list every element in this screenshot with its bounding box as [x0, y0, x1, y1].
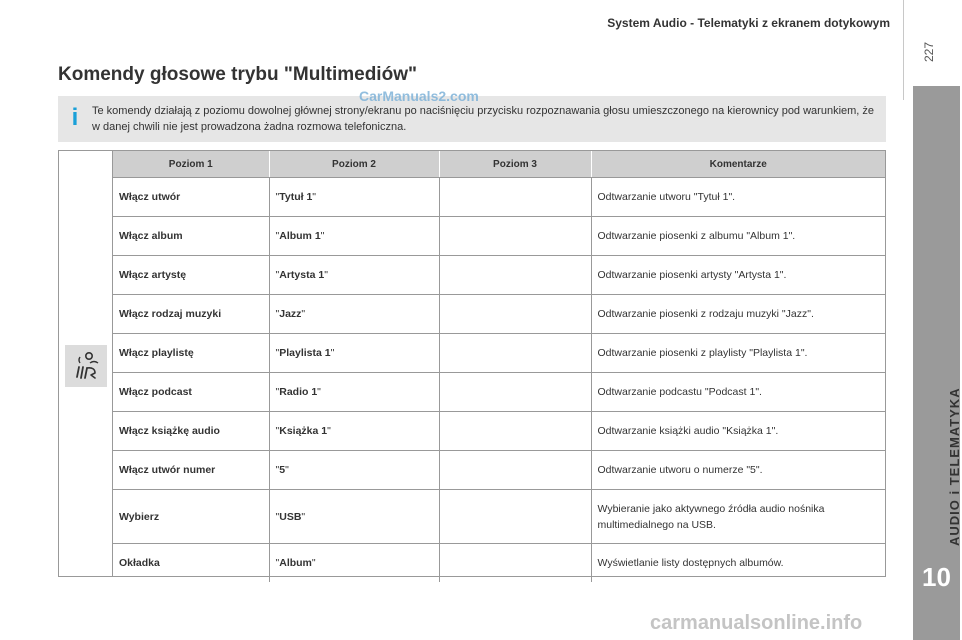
level2-cell: "5": [269, 451, 439, 490]
chapter-label: AUDIO i TELEMATYKA: [947, 387, 962, 546]
level1-cell: Włącz książkę audio: [113, 412, 269, 451]
comment-cell: Odtwarzanie piosenki z rodzaju muzyki "Jazz".: [591, 295, 885, 334]
level2-cell: "Artysta 1": [269, 256, 439, 295]
table-row: [113, 256, 885, 295]
column-header: Poziom 3: [439, 151, 591, 178]
watermark-top: CarManuals2.com: [359, 88, 479, 104]
level1-cell: Okładka: [113, 544, 269, 583]
watermark-bottom: carmanualsonline.info: [650, 612, 863, 634]
page-number: 227: [922, 41, 936, 62]
table-row: [113, 295, 885, 334]
level3-cell: [439, 490, 591, 544]
table-row: [113, 217, 885, 256]
level2-cell: "Radio 1": [269, 373, 439, 412]
table-row: [113, 451, 885, 490]
chapter-tab: [913, 86, 960, 640]
column-header: Poziom 2: [269, 151, 439, 178]
info-text: Te komendy działają z poziomu dowolnej głównej strony/ekranu po naciśnięciu przycisku rozpoznawania głosu umieszczonego na kierownicy pod warunkiem, że w danej chwili nie jest prowadzona żadna rozmowa telefoniczna.: [92, 105, 875, 133]
level1-cell: Włącz playlistę: [113, 334, 269, 373]
info-icon: i: [71, 104, 79, 131]
section-header: System Audio - Telematyki z ekranem dotykowym: [607, 16, 890, 30]
level3-cell: [439, 295, 591, 334]
page-title: Komendy głosowe trybu "Multimediów": [58, 64, 417, 85]
comment-cell: Odtwarzanie podcastu "Podcast 1".: [591, 373, 885, 412]
table-row: [113, 490, 885, 544]
level1-cell: Włącz artystę: [113, 256, 269, 295]
commands-table: [113, 151, 885, 582]
level2-cell: "Album 1": [269, 217, 439, 256]
level3-cell: [439, 334, 591, 373]
level3-cell: [439, 256, 591, 295]
comment-cell: Wyświetlanie listy dostępnych albumów.: [597, 557, 784, 569]
level1-cell: Włącz rodzaj muzyki: [113, 295, 269, 334]
chapter-number: 10: [922, 562, 951, 592]
comment-cell: Odtwarzanie książki audio "Książka 1".: [591, 412, 885, 451]
comment-cell: Odtwarzanie utworu "Tytuł 1".: [591, 178, 885, 217]
table-row: [113, 412, 885, 451]
table-row: [113, 544, 885, 583]
level2-cell: "USB": [269, 490, 439, 544]
column-header: Poziom 1: [113, 151, 269, 178]
commands-table-container: [58, 150, 886, 577]
comment-cell: Odtwarzanie piosenki artysty "Artysta 1".: [591, 256, 885, 295]
level3-cell: [439, 544, 591, 583]
level1-cell: Włącz utwór numer: [113, 451, 269, 490]
level3-cell: [439, 412, 591, 451]
level2-cell: "Tytuł 1": [269, 178, 439, 217]
level3-cell: [439, 373, 591, 412]
voice-recognition-icon: [65, 345, 107, 387]
comment-cell: Odtwarzanie utworu o numerze "5".: [591, 451, 885, 490]
level1-cell: Włącz album: [113, 217, 269, 256]
level1-cell: Wybierz: [113, 490, 269, 544]
comment-cell: Wybieranie jako aktywnego źródła audio nośnika multimedialnego na USB.: [591, 490, 885, 544]
table-row: [113, 373, 885, 412]
level3-cell: [439, 217, 591, 256]
level3-cell: [439, 451, 591, 490]
level2-cell: "Książka 1": [269, 412, 439, 451]
level1-cell: Włącz podcast: [113, 373, 269, 412]
top-divider: [903, 0, 904, 100]
table-row: [113, 178, 885, 217]
level2-cell: "Playlista 1": [269, 334, 439, 373]
level2-cell: "Jazz": [269, 295, 439, 334]
column-header: Komentarze: [591, 151, 885, 178]
level3-cell: [439, 178, 591, 217]
table-row: [113, 334, 885, 373]
comment-cell: Odtwarzanie piosenki z playlisty "Playlista 1".: [591, 334, 885, 373]
level2-cell: "Album": [269, 544, 439, 583]
level1-cell: Włącz utwór: [113, 178, 269, 217]
comment-cell: Odtwarzanie piosenki z albumu "Album 1".: [591, 217, 885, 256]
icon-column: [59, 151, 113, 576]
table-header-row: [113, 151, 885, 178]
